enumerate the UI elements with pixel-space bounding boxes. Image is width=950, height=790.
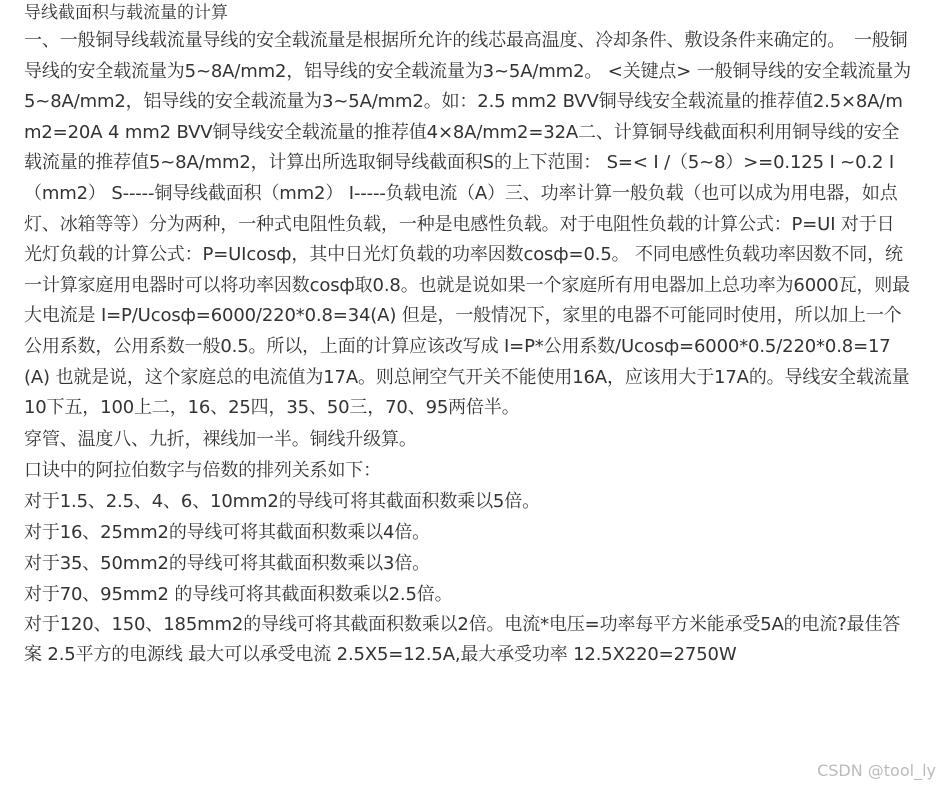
article-line: 口诀中的阿拉伯数字与倍数的排列关系如下： xyxy=(24,459,381,481)
article-line: 对于16、25mm2的导线可将其截面积数乘以4倍。 xyxy=(24,521,431,543)
article-line: 穿管、温度八、九折，裸线加一半。铜线升级算。 xyxy=(24,428,417,450)
article-title: 导线截面积与载流量的计算 xyxy=(24,3,228,23)
article-body xyxy=(24,0,912,671)
article-paragraph-main: 一、一般铜导线载流量导线的安全载流量是根据所允许的线芯最高温度、冷却条件、敷设条件来确定的。 一般铜导线的安全载流量为5~8A/mm2，铝导线的安全载流量为3~5A/mm2。 <关键点> 一般铜导线的安全载流量为5~8A/mm2，铝导线的安全载流量为3~5A/mm2。如：2.5 mm2 BVV铜导线安全载流量的推荐值2.5×8A/mm2=20A 4 mm2 BVV铜导线安全载流量的推荐值4×8A/mm2=32A二、计算铜导线截面积利用铜导线的安全载流量的推荐值5~8A/mm2，计算出所选取铜导线截面积S的上下范围： S=< I /（5~8）>=0.125 I ~0.2 I（mm2） S-----铜导线截面积（mm2） I-----负载电流（A）三、功率计算一般负载（也可以成为用电器，如点灯、冰箱等等）分为两种，一种式电阻性负载，一种是电感性负载。对于电阻性负载的计算公式：P=UI 对于日光灯负载的计算公式：P=UIcosф，其中日光灯负载的功率因数cosф=0.5。 不同电感性负载功率因数不同，统一计算家庭用电器时可以将功率因数cosф取0.8。也就是说如果一个家庭所有用电器加上总功率为6000瓦，则最大电流是 I=P/Ucosф=6000/220*0.8=34(A) 但是，一般情况下，家里的电器不可能同时使用，所以加上一个公用系数，公用系数一般0.5。所以，上面的计算应该改写成 I=P*公用系数/Ucosф=6000*0.5/220*0.8=17(A) 也就是说，这个家庭总的电流值为17A。则总闸空气开关不能使用16A，应该用大于17A的。导线安全载流量10下五，100上二，16、25四，35、50三，70、95两倍半。 xyxy=(24,30,911,419)
article-paragraph-last: 对于120、150、185mm2的导线可将其截面积数乘以2倍。电流*电压=功率每平方米能承受5A的电流?最佳答案 2.5平方的电源线 最大可以承受电流 2.5X5=12.5A,最大承受功率 12.5X220=2750W xyxy=(24,613,901,666)
article-line: 对于70、95mm2 的导线可将其截面积数乘以2.5倍。 xyxy=(24,583,453,605)
article-line: 对于1.5、2.5、4、6、10mm2的导线可将其截面积数乘以5倍。 xyxy=(24,490,540,512)
csdn-watermark: CSDN @tool_ly xyxy=(817,761,936,780)
article-line: 对于35、50mm2的导线可将其截面积数乘以3倍。 xyxy=(24,552,431,574)
